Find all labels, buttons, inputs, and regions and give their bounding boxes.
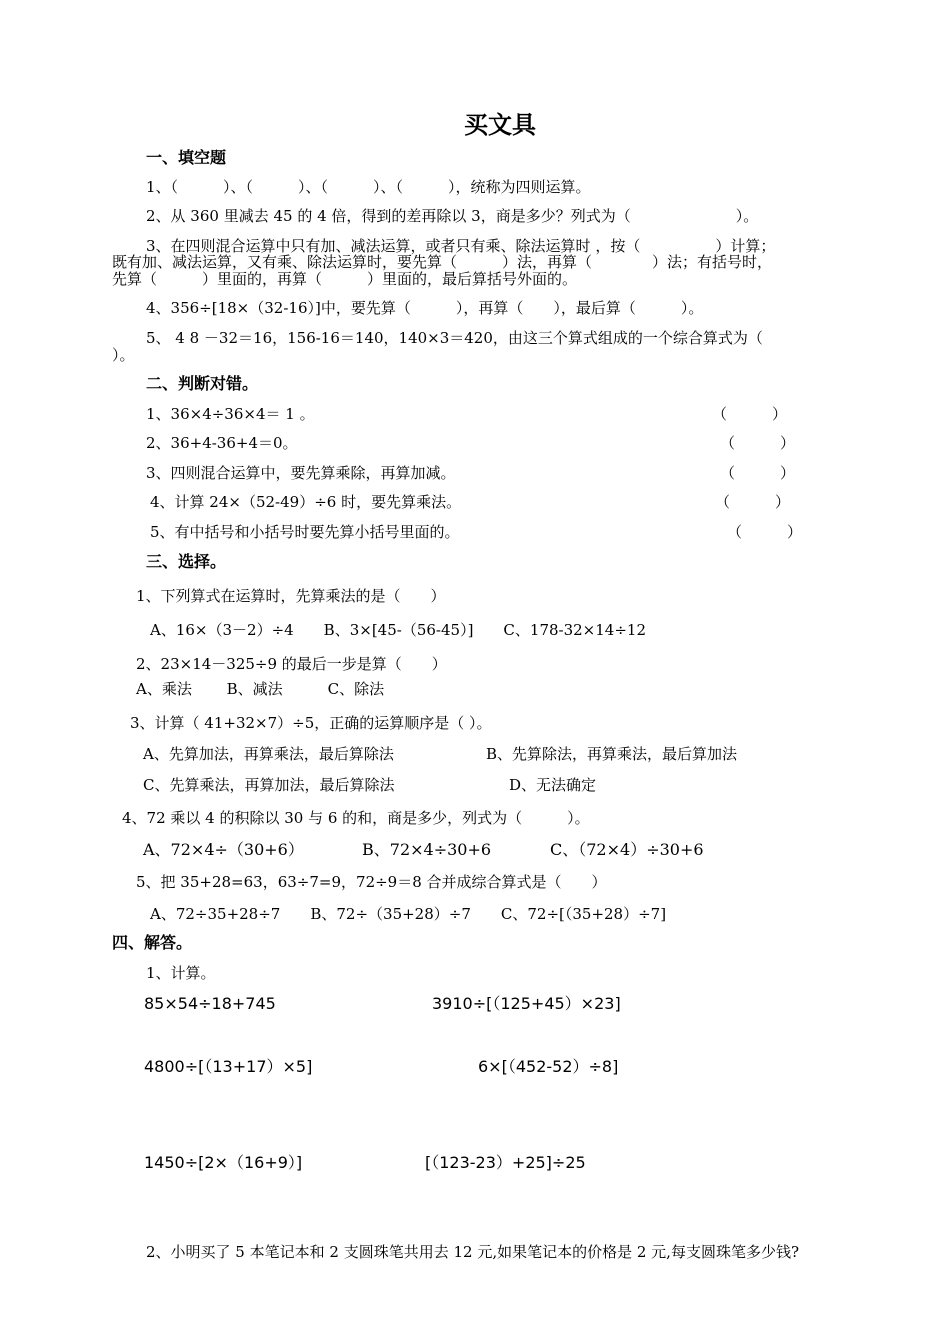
judge-item-mark: （ ） xyxy=(727,523,803,541)
fill-question-5-line-1: 5、 4 8 －32＝16，156-16＝140，140×3＝420，由这三个算式组成的一个综合算式为（ xyxy=(146,329,763,347)
judge-item-mark: （ ） xyxy=(720,464,796,482)
calc-subheading: 1、计算。 xyxy=(146,964,216,982)
fill-question-3-line-3: 先算（ ）里面的，再算（ ）里面的，最后算括号外面的。 xyxy=(112,270,578,288)
calc-expression: 3910÷[（125+45）×23] xyxy=(432,994,621,1013)
choice-question-4-option-a: A、72×4÷（30+6） xyxy=(143,840,304,859)
judge-item-text: 1、36×4÷36×4＝ 1 。 xyxy=(146,405,315,423)
section-3-heading: 三、选择。 xyxy=(146,552,227,571)
calc-expression: [（123-23）+25]÷25 xyxy=(425,1153,586,1172)
choice-question-3-option-c: C、先算乘法，再算加法，最后算除法 xyxy=(143,776,395,794)
judge-item-mark: （ ） xyxy=(715,493,791,511)
judge-item-text: 4、计算 24×（52-49）÷6 时，要先算乘法。 xyxy=(150,493,462,511)
fill-question-3-line-1: 3、在四则混合运算中只有加、减法运算，或者只有乘、除法运算时 ，按（ ）计算； xyxy=(146,237,776,255)
choice-question-1-options: A、16×（3－2）÷4 B、3×[45-（56-45）] C、178-32×14÷12 xyxy=(150,621,646,639)
choice-question-4-option-b: B、72×4÷30+6 xyxy=(362,840,492,859)
choice-question-3-option-d: D、无法确定 xyxy=(509,776,597,794)
choice-question-3: 3、计算（ 41+32×7）÷5，正确的运算顺序是（ ）。 xyxy=(130,714,492,732)
choice-question-3-option-b: B、先算除法，再算乘法，最后算加法 xyxy=(486,745,738,763)
calc-expression: 4800÷[（13+17）×5] xyxy=(144,1057,313,1076)
fill-question-1: 1、（ ）、（ ）、（ ）、（ ），统称为四则运算。 xyxy=(146,178,591,196)
judge-item-mark: （ ） xyxy=(720,434,796,452)
judge-item-mark: （ ） xyxy=(712,405,788,423)
choice-question-5: 5、把 35+28=63，63÷7=9，72÷9＝8 合并成综合算式是（ ） xyxy=(136,873,607,891)
judge-item-text: 3、四则混合运算中，要先算乘除，再算加减。 xyxy=(146,464,456,482)
calc-expression: 85×54÷18+745 xyxy=(144,994,276,1013)
choice-question-2: 2、23×14－325÷9 的最后一步是算（ ） xyxy=(136,655,447,673)
choice-question-3-option-a: A、先算加法，再算乘法，最后算除法 xyxy=(143,745,394,763)
fill-question-2: 2、从 360 里减去 45 的 4 倍，得到的差再除以 3，商是多少？列式为（ ）。 xyxy=(146,207,759,225)
fill-question-4: 4、356÷[18×（32-16）]中，要先算（ ），再算（ ），最后算（ ）。 xyxy=(146,299,704,317)
section-4-heading: 四、解答。 xyxy=(112,933,193,952)
choice-question-5-options: A、72÷35+28÷7 B、72÷（35+28）÷7 C、72÷[（35+28）÷7] xyxy=(150,905,667,923)
choice-question-4: 4、72 乘以 4 的积除以 30 与 6 的和，商是多少，列式为（ ）。 xyxy=(122,809,590,827)
page-title: 买文具 xyxy=(464,110,536,139)
choice-question-4-option-c: C、（72×4）÷30+6 xyxy=(550,840,704,859)
calc-expression: 6×[（452-52）÷8] xyxy=(478,1057,619,1076)
word-problem-2: 2、小明买了 5 本笔记本和 2 支圆珠笔共用去 12 元,如果笔记本的价格是 2 元,每支圆珠笔多少钱? xyxy=(146,1243,799,1261)
choice-question-1: 1、下列算式在运算时，先算乘法的是（ ） xyxy=(136,587,446,605)
judge-item-text: 2、36+4-36+4＝0。 xyxy=(146,434,298,452)
section-2-heading: 二、判断对错。 xyxy=(146,374,259,393)
choice-question-2-options: A、乘法 B、减法 C、除法 xyxy=(136,680,385,698)
fill-question-3-line-2: 既有加、减法运算，又有乘、除法运算时，要先算（ ）法，再算（ ）法；有括号时， xyxy=(112,253,773,271)
calc-expression: 1450÷[2×（16+9）] xyxy=(144,1153,303,1172)
section-1-heading: 一、填空题 xyxy=(146,148,227,167)
judge-item-text: 5、有中括号和小括号时要先算小括号里面的。 xyxy=(150,523,460,541)
fill-question-5-line-2: ）。 xyxy=(112,346,135,364)
